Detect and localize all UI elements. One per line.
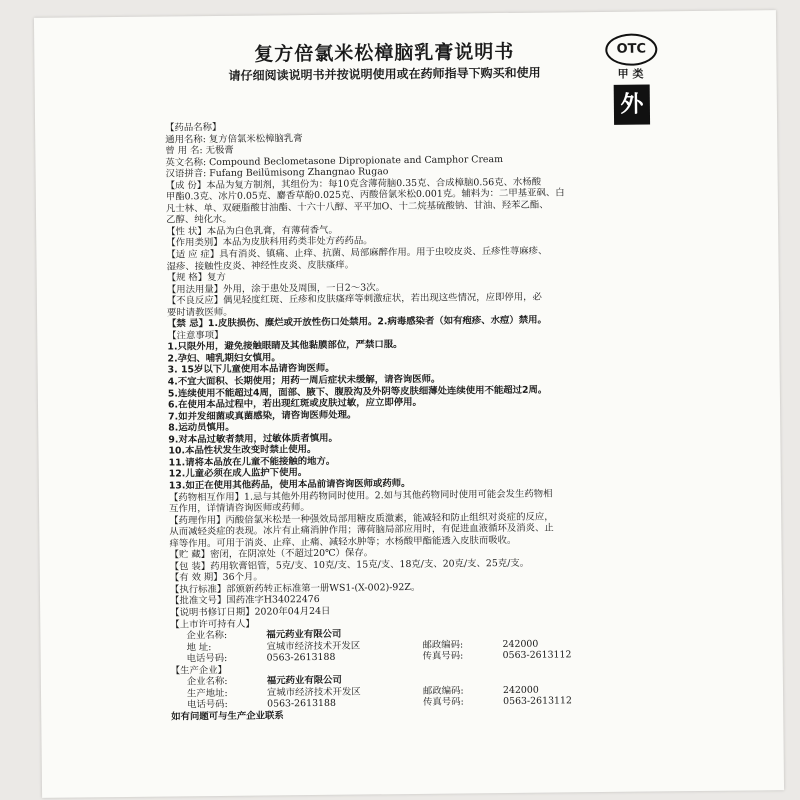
text-line: 【药理作用】丙酸倍氯米松是一种强效局部用糖皮质激素，能减轻和防止组织对炎症的反应， [169,511,554,527]
precaution-item: 8.运动员慎用。 [168,422,235,434]
text-line: 通用名称: 复方倍氯米松樟脑乳膏 [165,132,303,146]
manufacturer-phone: 0563-2613188 [267,698,336,710]
precaution-item: 1.只限外用，避免接触眼睛及其他黏膜部位，严禁口服。 [167,339,403,353]
precaution-item: 3. 15岁以下儿童使用本品请咨询医师。 [167,363,335,377]
holder-company: 福元药业有限公司 [266,628,342,641]
document-subtitle: 请仔细阅读说明书并按说明使用或在药师指导下购买和使用 [228,65,541,83]
manufacturer-company: 福元药业有限公司 [266,674,342,687]
text-line: 【不良反应】偶见轻度红斑、丘疹和皮肤瘙痒等刺激症状，若出现这些情况，应即停用，必 [166,291,542,307]
precaution-item: 7.如并发细菌或真菌感染，请咨询医师处理。 [168,409,357,423]
precaution-item: 10.本品性状发生改变时禁止使用。 [168,444,317,457]
text-line: 英文名称: Compound Beclometasone Dipropionate and Camphor Cream [165,153,503,169]
holder-address: 宣城市经济技术开发区 [266,640,361,653]
text-line: 【药品名称】 [165,121,222,134]
document-title: 复方倍氯米松樟脑乳膏说明书 [254,40,515,66]
otc-logo: OTC [605,33,657,66]
text-line: 乙醇、纯化水。 [166,214,232,226]
precautions-heading: 【注意事项】 [167,329,224,342]
precaution-item: 11.请将本品放在儿童不能接触的地方。 [168,455,336,469]
leaflet-sheet [34,10,784,798]
text-line: 从而减轻炎症的表现。冰片有止痛消肿作用；薄荷脑局部应用时，有促进血液循环及消炎、止 [169,522,554,538]
text-line: 【贮 藏】密闭，在阴凉处（不超过20℃）保存。 [169,547,374,561]
holder-fax-cell [423,649,572,662]
text-line: 【药物相互作用】1.忌与其他外用药物同时使用。2.如与其他药物同时使用可能会发生药物相 [168,488,553,504]
precaution-item: 13.如正在使用其他药品，使用本品前请咨询医师或药师。 [168,477,411,492]
manufacturer-heading: 【生产企业】 [170,664,228,677]
precaution-item: 9.对本品过敏者禁用，过敏体质者慎用。 [168,432,338,446]
text-line: 要时请教医师。 [166,306,233,319]
manufacturer-postcode: 242000 [502,684,539,696]
holder-phone: 0563-2613188 [266,651,336,664]
holder-heading: 【上市许可持有人】 [170,618,255,631]
text-line: 【执行标准】部颁新药转正标准第一册WS1-(X-002)-92Z。 [169,581,421,596]
text-line: 曾 用 名: 无极膏 [165,144,234,157]
footer-contact-note: 如有问题可与生产企业联系 [171,710,284,723]
holder-fax: 0563-2613112 [502,649,572,662]
text-line: 【批准文号】国药准字H34022476 [169,594,320,607]
manufacturer-company-label: 企业名称: [186,676,228,688]
precaution-item: 2.孕妇、哺乳期妇女慎用。 [167,352,281,365]
manufacturer-phone-label: 电话号码: [187,699,228,711]
leaflet-body [165,117,681,723]
text-line: 互作用，详情请咨询医师或药师。 [169,502,310,515]
manufacturer-address: 宣城市经济技术开发区 [266,686,361,699]
text-line: 【用法用量】外用，涂于患处及周围，一日2～3次。 [166,281,386,296]
text-line: 【作用类别】本品为皮肤科用药类非处方药药品。 [166,235,373,250]
text-line: 【包 装】药用软膏铝管，5克/支、10克/支、15克/支、18克/支、20克/支、25克/支。 [169,557,530,573]
precaution-item: 6.在使用本品过程中，若出现红斑或皮肤过敏，应立即停用。 [167,396,422,411]
external-use-badge: 外 [614,84,650,124]
manufacturer-postcode-label: 邮政编码: [422,685,464,697]
text-line: 【适 应 症】具有消炎、镇痛、止痒、抗菌、局部麻醉作用。用于虫咬皮炎、丘疹性荨麻疹、 [166,245,548,261]
text-line: 甲酯0.3克、冰片0.05克、麝香草酚0.025克、丙酸倍氯米松0.001克。辅料为：二甲基亚砜、白 [165,187,565,203]
holder-phone-label: 电话号码: [186,653,228,665]
manufacturer-address-label: 生产地址: [186,687,228,700]
otc-class-label: 甲 类 [617,67,644,81]
holder-fax-label: 传真号码: [422,650,464,663]
manufacturer-fax-cell [423,696,572,709]
holder-company-label: 企业名称: [186,629,228,642]
text-line: 汉语拼音: Fufang Beilümisong Zhangnao Rugao [165,166,389,180]
holder-postcode: 242000 [502,638,539,650]
text-line: 凡士林、单、双硬脂酸甘油酯、十六十八醇、平平加O、十二烷基硫酸钠、甘油、羟苯乙酯、 [165,199,549,215]
manufacturer-fax-label: 传真号码: [423,696,464,709]
precaution-item: 4.不宜大面积、长期使用；用药一周后症状未缓解，请咨询医师。 [167,373,441,388]
text-line: 【说明书修订日期】2020年04月24日 [170,605,331,619]
precaution-item: 5.连续使用不能超过4周，面部、腋下、腹股沟及外阴等皮肤细薄处连续使用不能超过2周。 [167,384,548,400]
text-line: 痒等作用。可用于消炎、止痒、止痛、减轻水肿等；水杨酸甲酯能透入皮肤而吸收。 [169,534,517,550]
holder-address-label: 地 址: [186,641,212,653]
text-line: 【有 效 期】36个月。 [169,571,263,584]
text-line: 湿疹、接触性皮炎、神经性皮炎、皮肤瘙痒。 [166,259,355,273]
precaution-item: 12.儿童必须在成人监护下使用。 [168,467,308,480]
text-line: 【成 份】本品为复方制剂，其组份为：每10克含薄荷脑0.35克、合成樟脑0.56克、水杨酸 [165,176,542,192]
contraindication-line: 【禁 忌】1.皮肤损伤、糜烂或开放性伤口处禁用。2.病毒感染者（如有疱疹、水痘）禁用。 [167,314,547,330]
manufacturer-fax: 0563-2613112 [503,695,572,708]
text-line: 【规 格】复方 [166,272,226,284]
holder-postcode-label: 邮政编码: [422,639,464,651]
text-line: 【性 状】本品为白色乳膏，有薄荷香气。 [166,224,338,238]
